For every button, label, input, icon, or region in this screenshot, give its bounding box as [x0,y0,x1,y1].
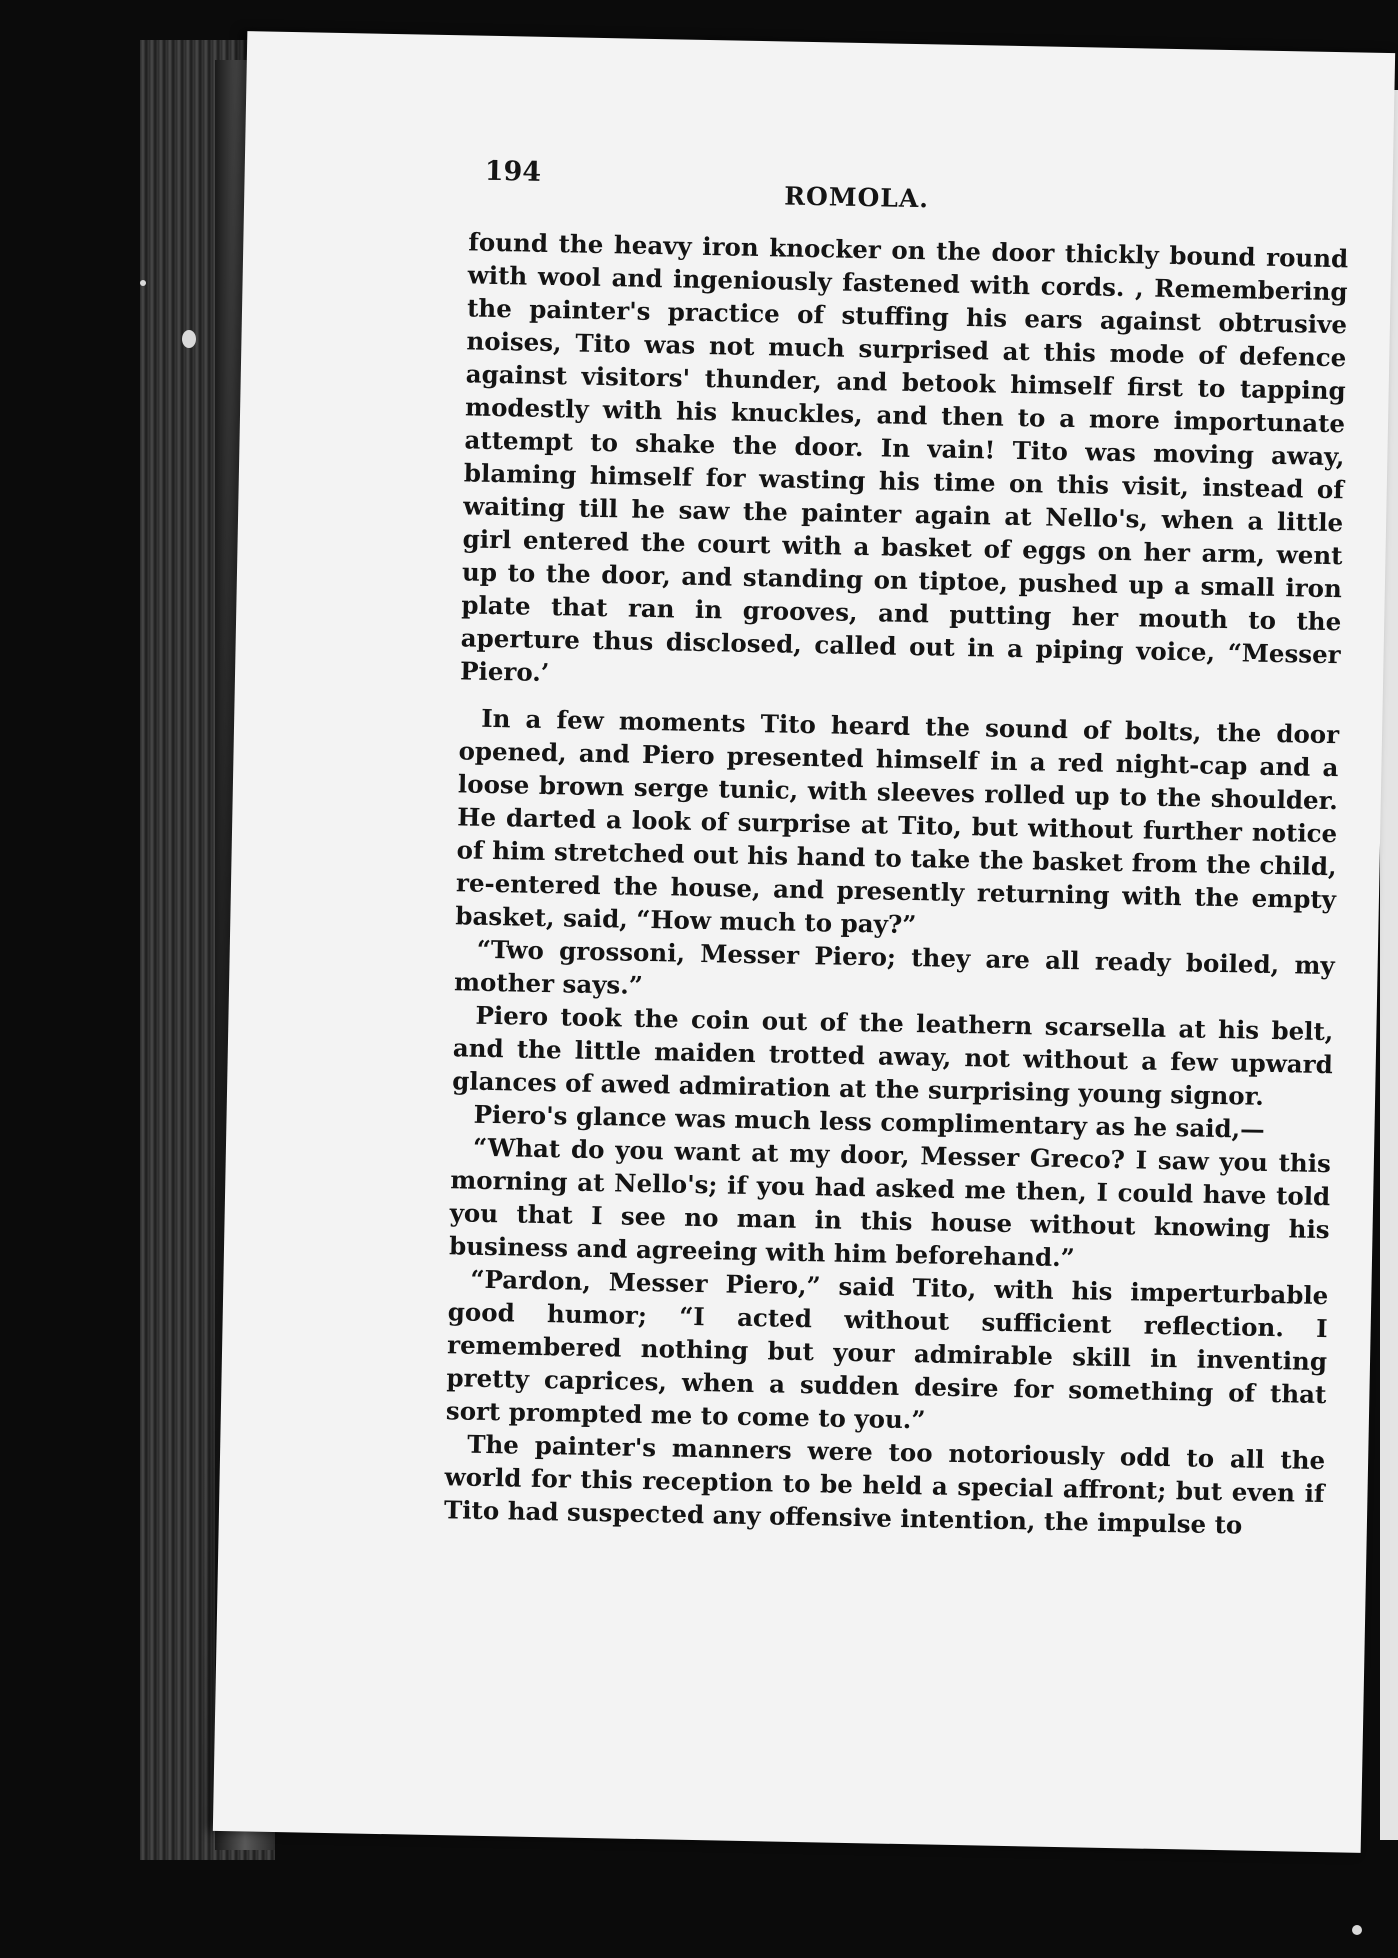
printed-page [213,31,1395,1853]
paragraph-7: “Pardon, Messer Piero,” said Tito, with his imperturbable good humor; “I acted without sufficient reflection. I remembered nothing but your admirable skill in inventing pretty caprices, when a sudden desire for something of that sort prompted me to come to you.” [445,1264,1329,1435]
page-number: 194 [484,155,542,188]
paragraph-2: In a few moments Tito heard the sound of bolts, the door opened, and Piero presented himself in a red night-cap and a loose brown serge tunic, with sleeves rolled up to the shoulder. He darted a look of surprise at Tito, but without further notice of him stretched out his hand to take the basket from the child, re-entered the house, and presently returning with the empty basket, said, “How much to pay?” [455,703,1340,940]
scan-speck [1352,1925,1362,1935]
paragraph-6: “What do you want at my door, Messer Greco? I saw you this morning at Nello's; if you had asked me then, I could have told you that I see no man in this house without knowing his business and agreeing with him beforehand.” [448,1132,1332,1273]
paragraph-5: Piero's glance was much less complimentary as he said,— [473,1099,1266,1144]
paragraph-3: “Two grossoni, Messer Piero; they are all ready boiled, my mother says.” [453,934,1335,1000]
paragraph-1: found the heavy iron knocker on the door thickly bound round with wool and ingeniously fastened with cords. , Remembering the painter's practice of stuffing his ears against obtrusive noises, Tito was not much surprised at this mode of defence against visitors' thunder, and betook himself first to tapping modestly with his knuckles, and then to a more importunate attempt to shake the door. In vain! Tito was moving away, blaming himself for wasting his time on this visit, instead of waiting till he saw the painter again at Nello's, when a little girl entered the court with a basket of eggs on her arm, went up to the door, and standing on tiptoe, pushed up a small iron plate that ran in grooves, and putting her mouth to the aperture thus disclosed, called out in a piping voice, “Messer Piero.’ [459,227,1349,688]
paragraph-4: Piero took the coin out of the leathern scarsella at his belt, and the little maiden trotted away, not without a few upward glances of awed admiration at the surprising young signor. [451,1000,1334,1111]
scan-speck [182,330,196,348]
running-title: ROMOLA. [784,181,930,214]
page-header [484,156,1185,219]
paragraph-8: The painter's manners were too notoriously odd to all the world for this reception to be held a special affront; but even if Tito had suspected any offensive intention, the impulse to [443,1429,1326,1540]
scan-speck [140,280,146,286]
page-body-text [444,225,1349,1543]
